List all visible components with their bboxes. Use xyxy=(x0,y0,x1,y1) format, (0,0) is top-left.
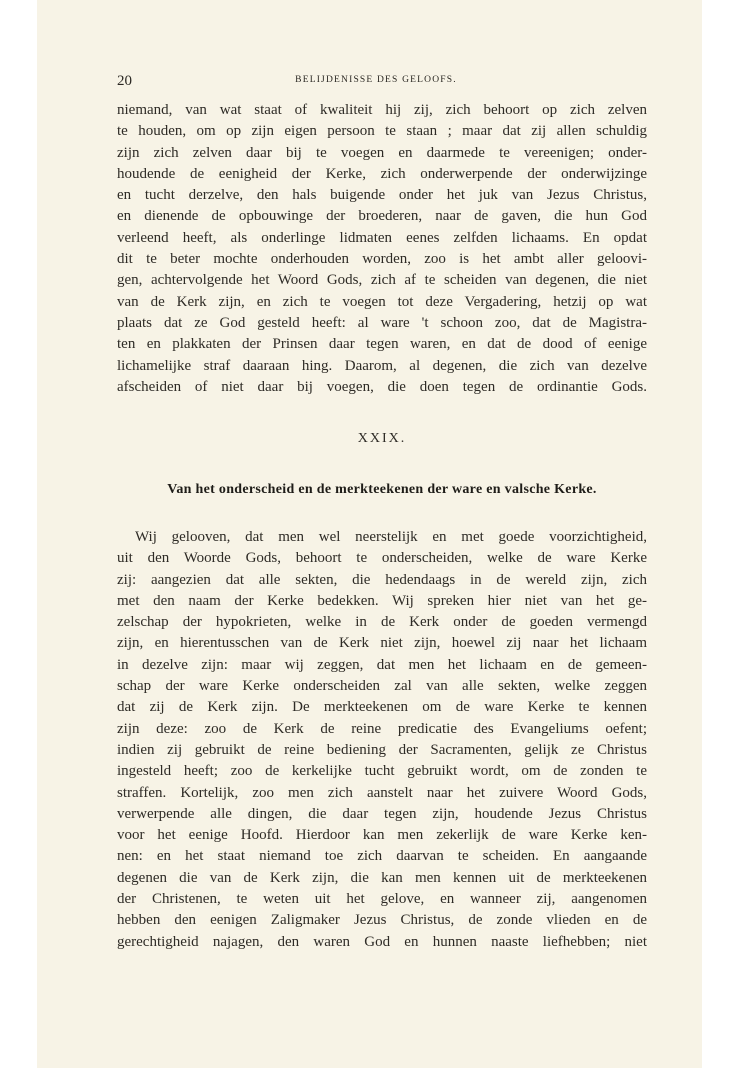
text-line: hebben den eenigen Zaligmaker Jezus Christus, de zonde vlieden en de xyxy=(117,912,647,929)
text-line: gerechtigheid najagen, den waren God en hunnen naaste liefhebben; niet xyxy=(117,933,647,950)
text-line: Wij gelooven, dat men wel neerstelijk en met goede voorzichtigheid, xyxy=(135,529,647,545)
article-title: Van het onderscheid en de merkteekenen der ware en valsche Kerke. xyxy=(167,482,597,497)
text-line: nen: en het staat niemand toe zich daarvan te scheiden. En aangaande xyxy=(117,848,647,865)
text-line: uit den Woorde Gods, behoort te onderscheiden, welke de ware Kerke xyxy=(117,550,647,567)
running-header xyxy=(117,73,635,93)
text-line: indien zij gebruikt de reine bediening der Sacramenten, gelijk ze Christus xyxy=(117,741,647,758)
text-line: voor het eenige Hoofd. Hierdoor kan men zekerlijk de ware Kerke ken- xyxy=(117,827,647,844)
text-line: ten en plakkaten der Prinsen daar tegen waren, en dat de dood of eenige xyxy=(117,336,647,353)
text-line: te houden, om op zijn eigen persoon te staan ; maar dat zij allen schuldig xyxy=(117,123,647,140)
article-body xyxy=(117,527,647,953)
text-line: en tucht derzelve, den hals buigende onder het juk van Jezus Christus, xyxy=(117,187,647,204)
text-line: van de Kerk zijn, en zich te voegen tot deze Vergadering, hetzij op wat xyxy=(117,293,647,310)
text-line: verleend heeft, als onderlinge lidmaten eenes zelfden lichaams. En opdat xyxy=(117,229,647,246)
paragraph-continued xyxy=(117,100,647,398)
text-line: verwerpende alle dingen, die daar tegen zijn, houdende Jezus Christus xyxy=(117,805,647,822)
text-line: zijn deze: zoo de Kerk de reine predicatie des Evangeliums oefent; xyxy=(117,720,647,737)
text-line: gen, achtervolgende het Woord Gods, zich af te scheiden van degenen, die niet xyxy=(117,272,647,289)
text-line: plaats dat ze God gesteld heeft: al ware 't schoon zoo, dat de Magistra- xyxy=(117,314,647,331)
text-line: lichamelijke straf daaraan hing. Daarom, al degenen, die zich van dezelve xyxy=(117,357,647,374)
article-number: XXIX. xyxy=(357,431,407,446)
text-line: degenen die van de Kerk zijn, die kan men kennen uit de merkteekenen xyxy=(117,869,647,886)
text-line: zijn, en hierentusschen van de Kerk niet zijn, hoewel zij naar het lichaam xyxy=(117,635,647,652)
text-line: dat zij de Kerk zijn. De merkteekenen om de ware Kerke te kennen xyxy=(117,699,647,716)
page-number: 20 xyxy=(117,73,132,89)
text-line: en dienende de opbouwinge der broederen, naar de gaven, die hun God xyxy=(117,208,647,225)
text-line: houdende de eenigheid der Kerke, zich onderwerpende der onderwijzinge xyxy=(117,165,647,182)
text-line: schap der ware Kerke onderscheiden zal van alle sekten, welke zeggen xyxy=(117,678,647,695)
text-line: afscheiden of niet daar bij voegen, die doen tegen de ordinantie Gods. xyxy=(117,378,647,395)
text-line: zij: aangezien dat alle sekten, die hedendaags in de wereld zijn, zich xyxy=(117,571,647,588)
running-title: BELIJDENISSE DES GELOOFS. xyxy=(295,75,457,85)
text-line: in dezelve zijn: maar wij zeggen, dat men het lichaam en de gemeen- xyxy=(117,656,647,673)
text-line: zijn zich zelven daar bij te voegen en daarmede te vereenigen; onder- xyxy=(117,144,647,161)
text-line: straffen. Kortelijk, zoo men zich aanstelt naar het zuivere Woord Gods, xyxy=(117,784,647,801)
text-line: zelschap der hypokrieten, welke in de Kerk onder de goeden vermengd xyxy=(117,614,647,631)
text-line: niemand, van wat staat of kwaliteit hij zij, zich behoort op zich zelven xyxy=(117,102,647,118)
text-line: der Christenen, te weten uit het gelove, en wanneer zij, aangenomen xyxy=(117,891,647,908)
text-line: dit te beter mochte onderhouden worden, zoo is het ambt aller geloovi- xyxy=(117,251,647,268)
text-line: met den naam der Kerke bedekken. Wij spreken hier niet van het ge- xyxy=(117,592,647,609)
text-line: ingesteld heeft; zoo de kerkelijke tucht gebruikt wordt, om de zonden te xyxy=(117,763,647,780)
